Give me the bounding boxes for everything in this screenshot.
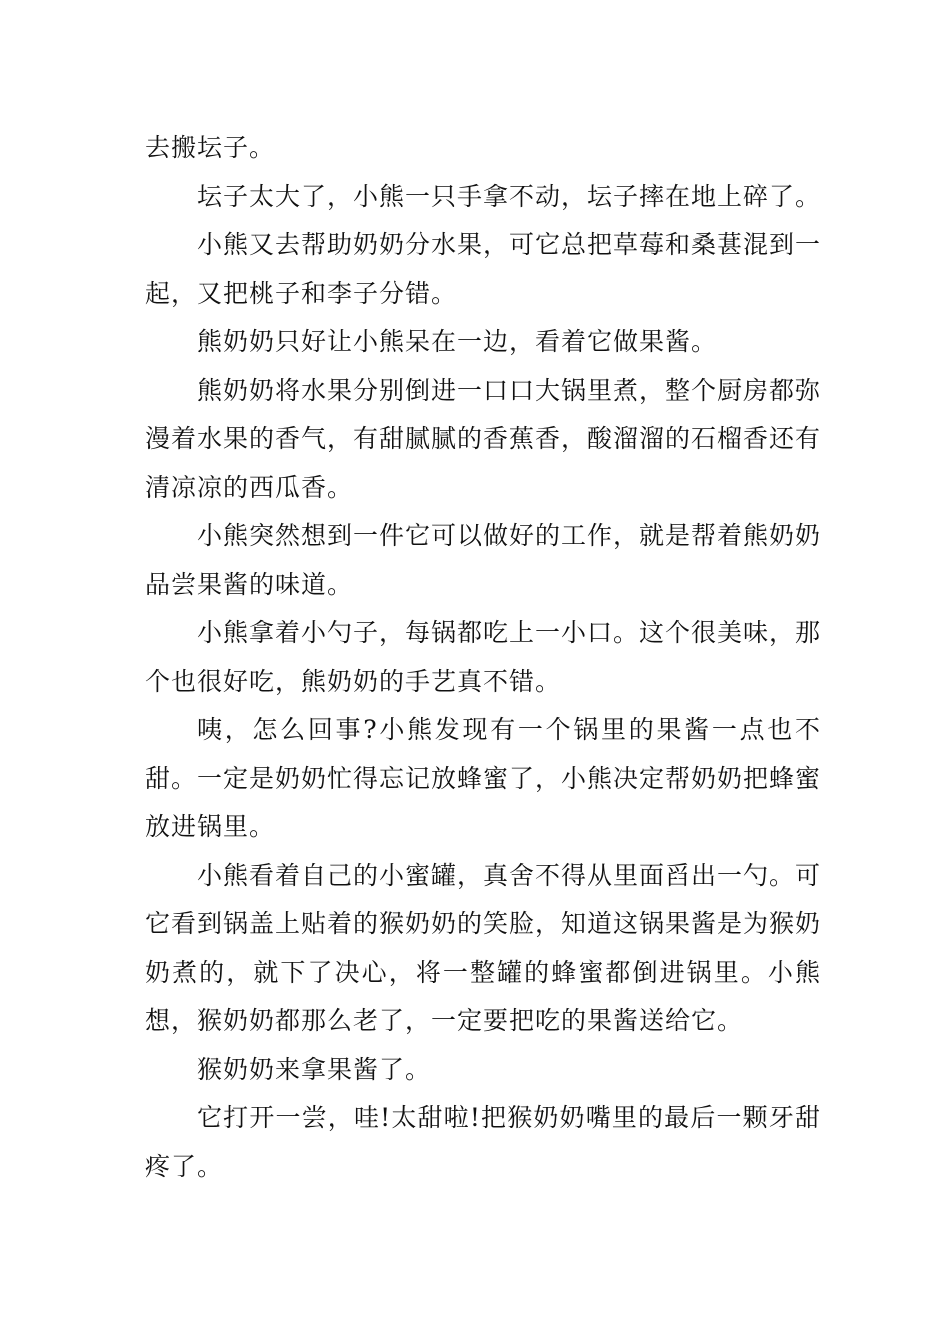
paragraph: 猴奶奶来拿果酱了。: [197, 1054, 432, 1084]
paragraph: 熊奶奶只好让小熊呆在一边，看着它做果酱。: [197, 327, 718, 356]
paragraph: 去搬坛子。: [145, 133, 276, 162]
paragraph: 咦，怎么回事?小熊发现有一个锅里的果酱一点也不甜。一定是奶奶忙得忘记放蜂蜜了，小熊决定帮奶奶把蜂蜜放进锅里。: [145, 715, 822, 841]
paragraph: 坛子太大了，小熊一只手拿不动，坛子摔在地上碎了。: [197, 181, 822, 211]
paragraph: 熊奶奶将水果分别倒进一口口大锅里煮，整个厨房都弥漫着水果的香气，有甜腻腻的香蕉香，酸溜溜的石榴香还有清凉凉的西瓜香。: [145, 375, 822, 502]
paragraph: 它打开一尝，哇!太甜啦!把猴奶奶嘴里的最后一颗牙甜疼了。: [145, 1103, 821, 1181]
paragraph: 小熊又去帮助奶奶分水果，可它总把草莓和桑葚混到一起，又把桃子和李子分错。: [145, 230, 822, 308]
story-text-body: [145, 124, 821, 1191]
paragraph: 小熊看着自己的小蜜罐，真舍不得从里面舀出一勺。可它看到锅盖上贴着的猴奶奶的笑脸，知道这锅果酱是为猴奶奶煮的，就下了决心，将一整罐的蜂蜜都倒进锅里。小熊想，猴奶奶都那么老了，一定要把吃的果酱送给它。: [145, 860, 822, 1035]
paragraph: 小熊突然想到一件它可以做好的工作，就是帮着熊奶奶品尝果酱的味道。: [145, 521, 822, 599]
paragraph: 小熊拿着小勺子，每锅都吃上一小口。这个很美味，那个也很好吃，熊奶奶的手艺真不错。: [145, 618, 822, 696]
